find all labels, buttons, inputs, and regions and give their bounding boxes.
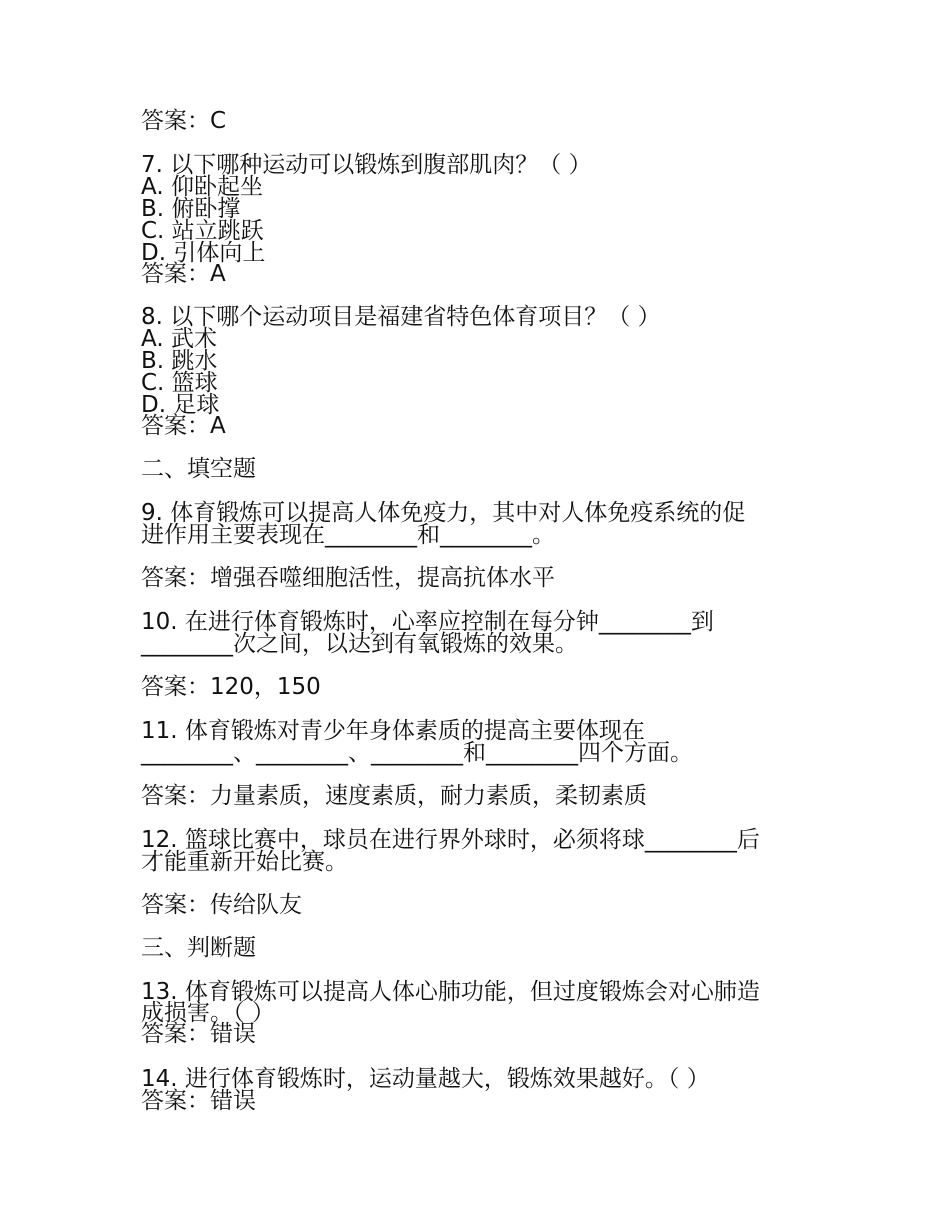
- option-d: D. 足球: [141, 392, 220, 418]
- question-13: 13. 体育锻炼可以提高人体心肺功能，但过度锻炼会对心肺造: [141, 979, 760, 1005]
- answer-line: 答案：A: [141, 261, 226, 287]
- answer-line: 答案：错误: [141, 1021, 256, 1047]
- answer-line: 答案：C: [141, 108, 227, 134]
- question-12-cont: 才能重新开始比赛。: [141, 849, 348, 875]
- question-12: 12. 篮球比赛中，球员在进行界外球时，必须将球________后: [141, 827, 760, 853]
- question-9: 9. 体育锻炼可以提高人体免疫力，其中对人体免疫系统的促: [141, 500, 746, 526]
- answer-line: 答案：120，150: [141, 674, 321, 700]
- answer-line: 答案：增强吞噬细胞活性，提高抗体水平: [141, 565, 555, 591]
- option-c: C. 篮球: [141, 370, 218, 396]
- answer-line: 答案：传给队友: [141, 892, 302, 918]
- option-d: D. 引体向上: [141, 240, 266, 266]
- option-a: A. 仰卧起坐: [141, 174, 263, 200]
- answer-line: 答案：A: [141, 413, 226, 439]
- question-8: 8. 以下哪个运动项目是福建省特色体育项目？（ ）: [141, 304, 661, 330]
- question-11: 11. 体育锻炼对青少年身体素质的提高主要体现在: [141, 718, 645, 744]
- question-13-cont: 成损害。（ ）: [141, 1000, 275, 1026]
- section-heading: 二、填空题: [141, 456, 256, 482]
- answer-line: 答案：错误: [141, 1088, 256, 1114]
- question-14: 14. 进行体育锻炼时，运动量越大，锻炼效果越好。（ ）: [141, 1066, 710, 1092]
- question-10: 10. 在进行体育锻炼时，心率应控制在每分钟________到: [141, 609, 714, 635]
- option-b: B. 跳水: [141, 348, 218, 374]
- section-heading: 三、判断题: [141, 935, 256, 961]
- question-11-cont: ________、________、________和________四个方面。: [141, 740, 693, 766]
- question-9-cont: 进作用主要表现在________和________。: [141, 522, 555, 548]
- question-7: 7. 以下哪种运动可以锻炼到腹部肌肉？（ ）: [141, 152, 592, 178]
- option-c: C. 站立跳跃: [141, 218, 264, 244]
- answer-line: 答案：力量素质，速度素质，耐力素质，柔韧素质: [141, 783, 647, 809]
- option-a: A. 武术: [141, 326, 217, 352]
- option-b: B. 俯卧撑: [141, 196, 241, 222]
- question-10-cont: ________次之间，以达到有氧锻炼的效果。: [141, 631, 578, 657]
